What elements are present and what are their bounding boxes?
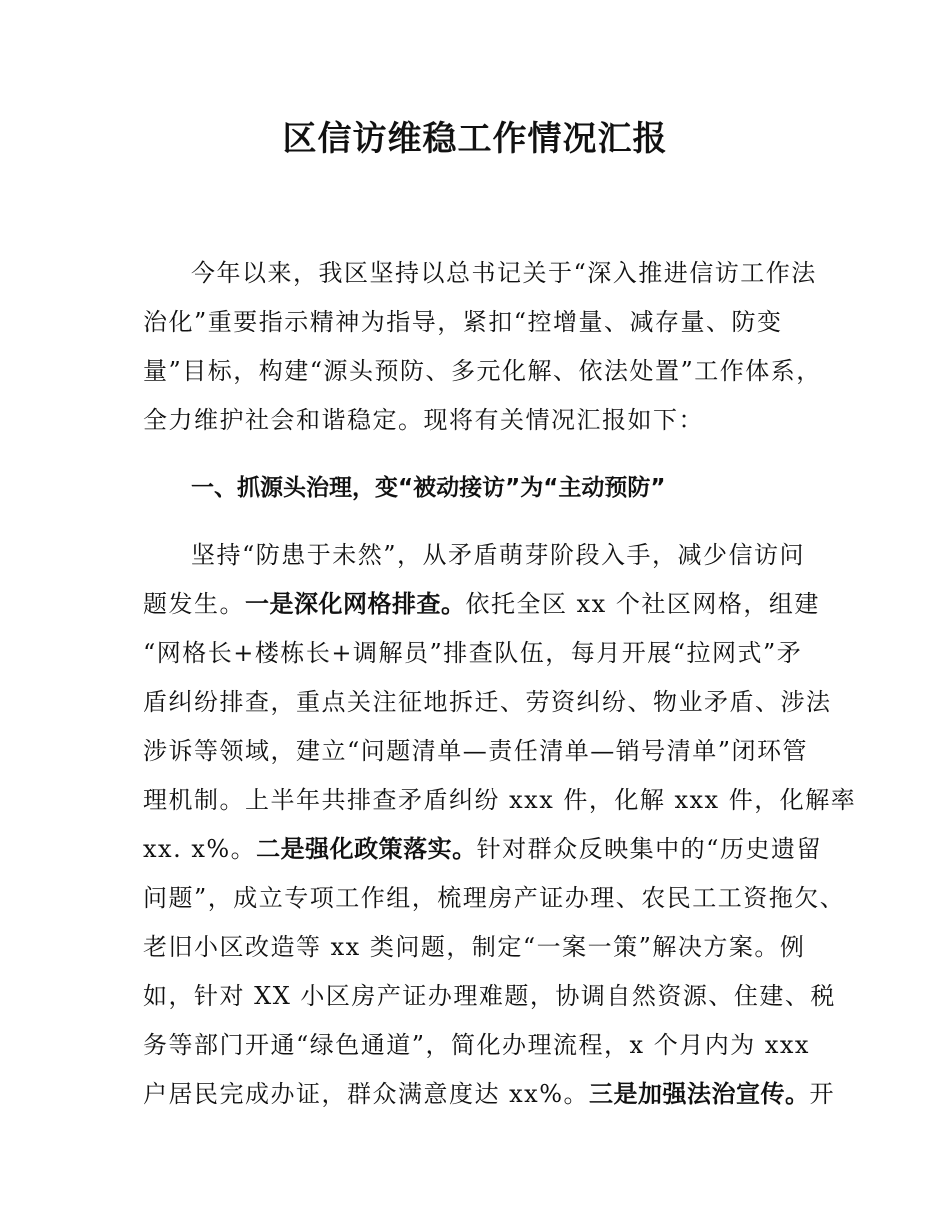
paragraph-line: “网格长+楼栋长+调解员”排查队伍，每月开展“拉网式”矛	[143, 639, 803, 667]
document-title: 区信访维稳工作情况汇报	[282, 119, 668, 159]
section-heading: 一、抓源头治理，变“被动接访”为“主动预防”	[191, 475, 666, 501]
paragraph-line: 务等部门开通“绿色通道”，简化办理流程，x 个月内为 xxx	[143, 1031, 810, 1059]
line-text: 题发生。	[143, 590, 245, 618]
bold-subheading: 二是强化政策落实。	[256, 835, 477, 863]
line-text: 针对群众反映集中的“历史遗留	[476, 835, 822, 863]
paragraph-line: 坚持“防患于未然”，从矛盾萌芽阶段入手，减少信访问	[191, 541, 806, 569]
paragraph-line	[143, 834, 822, 864]
paragraph-line: 量”目标，构建“源头预防、多元化解、依法处置”工作体系，	[143, 357, 822, 385]
line-text: 户居民完成办证，群众满意度达 xx%。	[143, 1080, 590, 1108]
bold-subheading: 三是加强法治宣传。	[589, 1080, 810, 1108]
line-text: 依托全区 xx 个社区网格，组建	[465, 590, 820, 618]
paragraph-line: 如，针对 XX 小区房产证办理难题，协调自然资源、住建、税	[143, 982, 836, 1010]
paragraph-line: 治化”重要指示精神为指导，紧扣“控增量、减存量、防变	[143, 308, 783, 336]
paragraph-line: 涉诉等领域，建立“问题清单—责任清单—销号清单”闭环管	[143, 737, 809, 765]
line-text: 开	[809, 1080, 836, 1108]
line-text: xx. x%。	[143, 835, 257, 863]
paragraph-line: 理机制。上半年共排查矛盾纠纷 xxx 件，化解 xxx 件，化解率	[143, 786, 857, 814]
paragraph-line: 今年以来，我区坚持以总书记关于“深入推进信访工作法	[191, 259, 817, 287]
paragraph-line	[143, 1079, 835, 1109]
paragraph-line: 盾纠纷排查，重点关注征地拆迁、劳资纠纷、物业矛盾、涉法	[143, 688, 832, 716]
bold-subheading: 一是深化网格排查。	[245, 590, 466, 618]
paragraph-line: 老旧小区改造等 xx 类问题，制定“一案一策”解决方案。例	[143, 933, 806, 961]
paragraph-line: 问题”，成立专项工作组，梳理房产证办理、农民工工资拖欠、	[143, 884, 846, 912]
paragraph-line	[143, 589, 820, 619]
paragraph-line: 全力维护社会和谐稳定。现将有关情况汇报如下：	[143, 406, 704, 434]
